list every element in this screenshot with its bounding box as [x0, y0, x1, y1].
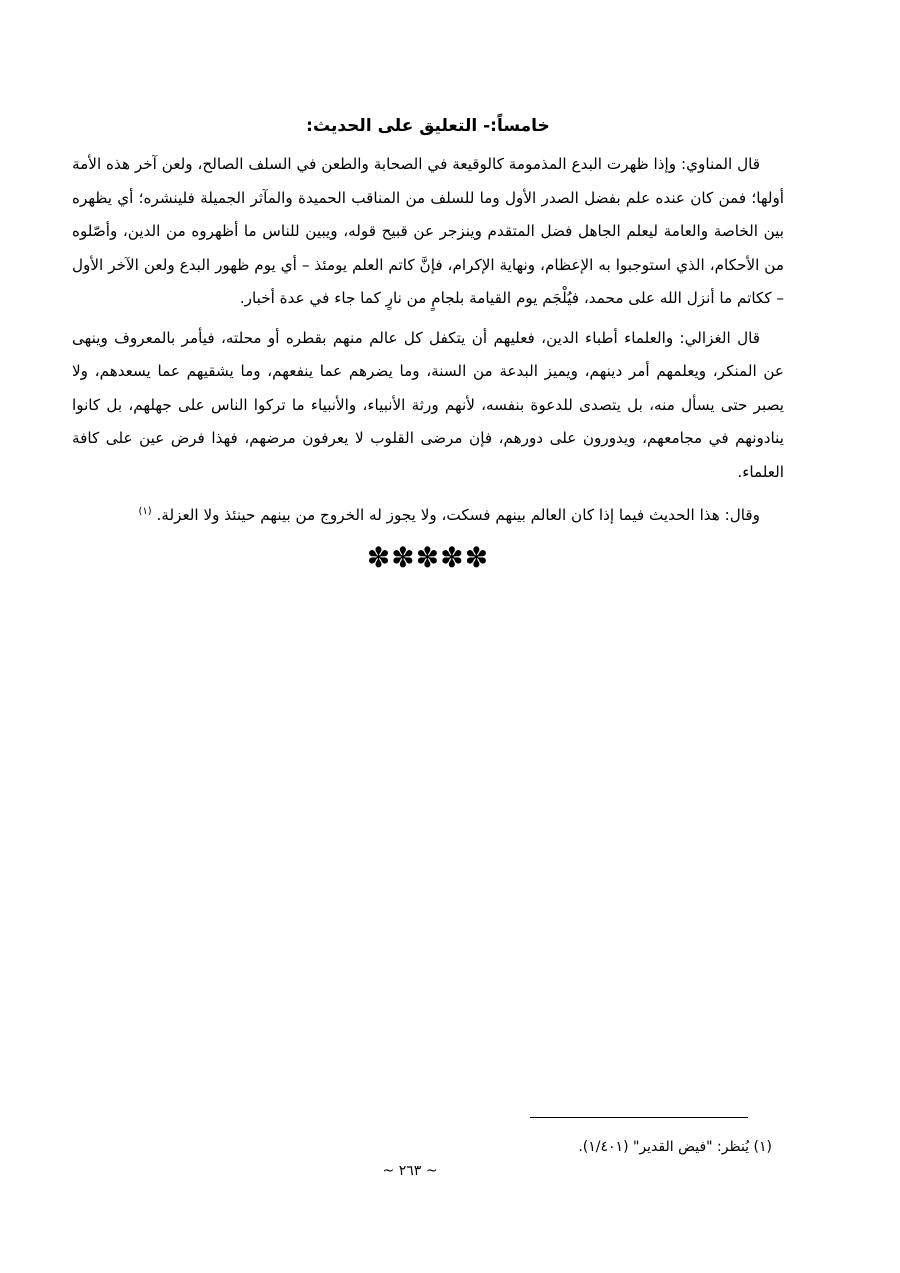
heading-title: التعليق على الحديث [312, 116, 478, 136]
section-separator-stars: ✽✽✽✽✽ [366, 540, 490, 574]
paragraph-final-text: وقال: هذا الحديث فيما إذا كان العالم بينهم فسكت، ولا يجوز له الخروج من بينهم حينئذ ولا العزلة. [156, 506, 760, 525]
footnote-reference[interactable]: (١) [138, 506, 152, 517]
page-number: ~ ٢٦٣ ~ [382, 1163, 438, 1179]
footnote-divider [530, 1117, 748, 1118]
paragraph-munawi: قال المناوي: وإذا ظهرت البدع المذمومة كالوقيعة في الصحابة والطعن في السلف الصالح، ولعن آخر هذه الأمة أولها؛ فمن كان عنده علم بفضل الصدر الأول وما للسلف من المناقب الحميدة والمآثر الجميلة فلينشره؛ أي يظهره بين الخاصة والعامة ليعلم الجاهل فضل المتقدم وينزجر عن قبيح قوله، ويبين للناس ما أظهروه من الدين، وأصّلوه من الأحكام، الذي استوجبوا به الإعظام، ونهاية الإكرام، فإنَّ كاتم العلم يومئذ – أي يوم ظهور البدع ولعن الآخر الأول – ككاتم ما أنزل الله على محمد، فيُلْجَم يوم القيامة بلجامٍ من نارٍ كما جاء في عدة أخبار. [72, 155, 784, 307]
heading-prefix: خامساً [496, 116, 550, 136]
heading-separator: :- [477, 116, 497, 136]
footnote: (١) يُنظر: "فيض القدير" (١/٤٠١). [578, 1139, 772, 1155]
paragraph-ghazali: قال الغزالي: والعلماء أطباء الدين، فعليهم أن يتكفل كل عالم منهم بقطره أو محلته، فيأمر بالمعروف وينهى عن المنكر، ويعلمهم أمر دينهم، ويميز البدعة من السنة، وما يضرهم عما ينفعهم، وما يشقيهم عما يسعدهم، ولا يصبر حتى يسأل منه، بل يتصدى للدعوة بنفسه، لأنهم ورثة الأنبياء، والأنبياء ما تركوا الناس على جهلهم، بل كانوا ينادونهم في مجامعهم، ويدورون على دورهم، فإن مرضى القلوب لا يعرفون مرضهم، فهذا فرض عين على كافة العلماء. [72, 328, 784, 481]
section-heading [72, 112, 784, 140]
heading-colon: : [306, 116, 313, 136]
paragraph-final [72, 495, 784, 533]
main-content [72, 112, 784, 573]
